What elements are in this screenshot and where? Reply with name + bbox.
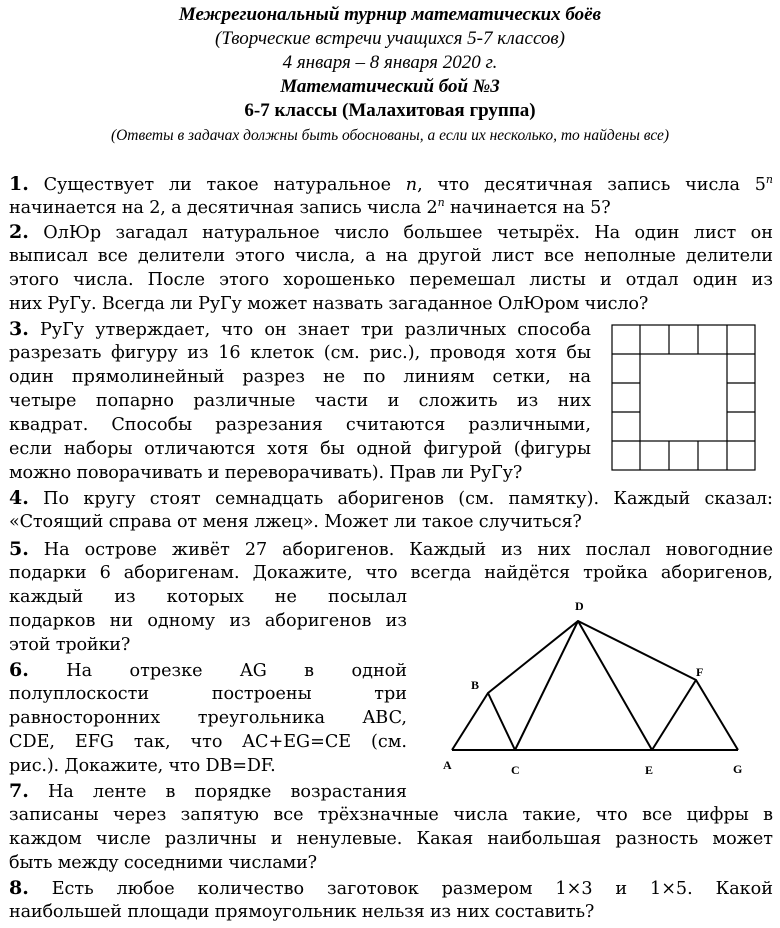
label-f: F bbox=[696, 665, 704, 679]
answers-note: (Ответы в задачах должны быть обоснованы, а если их несколько, то найдены все) bbox=[110, 127, 670, 144]
problem-5-line-2: подарки 6 аборигенам. Докажите, что всегда найдётся тройка аборигенов, bbox=[9, 563, 773, 583]
problem-1-line-2: начинается на 2, а десятичная запись числа 2$^n$ начинается на 5? bbox=[9, 196, 611, 218]
problem-5-line-1: 5. На острове живёт 27 аборигенов. Каждый из них послал новогодние bbox=[9, 538, 773, 560]
problem-5-line-5: этой тройки? bbox=[9, 635, 131, 655]
problem-1-line-1: 1. Существует ли такое натуральное n, что десятичная запись числа 5$^n$ bbox=[9, 173, 773, 195]
problem-7-line-4: быть между соседними числами? bbox=[9, 853, 317, 873]
problem-3-line-6: если наборы отличаются хотя бы одной фигурой (фигуры bbox=[9, 439, 591, 459]
tournament-dates: 4 января – 8 января 2020 г. bbox=[282, 52, 498, 73]
problem-5-number: 5. bbox=[9, 538, 29, 560]
problem-7-number: 7. bbox=[9, 780, 29, 802]
frame-figure bbox=[610, 323, 758, 473]
label-g: G bbox=[733, 762, 743, 776]
problem-2-line-1: 2. ОлЮр загадал натуральное число большее четырёх. На один лист он bbox=[9, 221, 773, 243]
problem-5-line-3: каждый из которых не посылал bbox=[9, 587, 407, 607]
triangles-figure bbox=[430, 592, 770, 782]
label-d: D bbox=[575, 599, 584, 613]
problem-8-number: 8. bbox=[9, 877, 29, 899]
label-c: C bbox=[511, 763, 520, 777]
problem-2-line-3: этого числа. После этого хорошенько перемешал листы и отдал один из bbox=[9, 270, 773, 290]
tournament-title: Межрегиональный турнир математических боёв bbox=[178, 4, 602, 25]
problem-6-line-4: CDE, EFG так, что AC+EG=CE (см. bbox=[9, 732, 407, 752]
triangle-abc bbox=[452, 693, 515, 750]
problem-1-number: 1. bbox=[9, 173, 29, 195]
problem-3-line-4: четыре попарно различные части и сложить из них bbox=[9, 391, 591, 411]
triangle-cde bbox=[515, 621, 652, 750]
triangle-efg bbox=[652, 680, 738, 750]
battle-title: Математический бой №3 bbox=[280, 76, 500, 97]
problem-6-line-3: равносторонних треугольника ABC, bbox=[9, 708, 407, 728]
problem-7-line-3: каждом числе различны и ненулевые. Какая наибольшая разность может bbox=[9, 829, 773, 849]
problem-7-line-1: 7. На ленте в порядке возрастания bbox=[9, 780, 407, 802]
problem-2-line-4: них РуГу. Всегда ли РуГу может назвать загаданное ОлЮром число? bbox=[9, 294, 649, 314]
problem-7-line-2: записаны через запятую все трёхзначные числа такие, что все цифры в bbox=[9, 805, 773, 825]
problem-4-number: 4. bbox=[9, 487, 29, 509]
label-e: E bbox=[645, 763, 654, 777]
problem-4-line-2: «Стоящий справа от меня лжец». Может ли такое случиться? bbox=[9, 512, 582, 532]
segment-db bbox=[488, 621, 578, 693]
label-a: A bbox=[443, 758, 452, 772]
problem-3-line-7: можно поворачивать и переворачивать). Прав ли РуГу? bbox=[9, 463, 523, 483]
problem-8-line-2: наибольшей площади прямоугольник нельзя из них составить? bbox=[9, 902, 595, 922]
group-title: 6-7 классы (Малахитовая группа) bbox=[244, 100, 536, 121]
problem-3-line-5: квадрат. Способы разрезания считаются различными, bbox=[9, 415, 591, 435]
problem-3-line-1: 3. РуГу утверждает, что он знает три различных способа bbox=[9, 318, 591, 340]
problem-4-line-1: 4. По кругу стоят семнадцать аборигенов (см. памятку). Каждый сказал: bbox=[9, 487, 773, 509]
problem-6-number: 6. bbox=[9, 659, 29, 681]
problem-6-line-2: полуплоскости построены три bbox=[9, 684, 407, 704]
problem-5-line-4: подарков ни одному из аборигенов из bbox=[9, 611, 407, 631]
problem-2-number: 2. bbox=[9, 221, 29, 243]
problem-2-line-2: выписал все делители этого числа, а на другой лист все неполные делители bbox=[9, 246, 773, 266]
problem-3-line-2: разрезать фигуру из 16 клеток (см. рис.), проводя хотя бы bbox=[9, 343, 591, 363]
problem-8-line-1: 8. Есть любое количество заготовок размером 1×3 и 1×5. Какой bbox=[9, 877, 773, 899]
problem-3-number: 3. bbox=[9, 318, 29, 340]
problem-6-line-1: 6. На отрезке AG в одной bbox=[9, 659, 407, 681]
label-b: B bbox=[471, 678, 480, 692]
tournament-subtitle: (Творческие встречи учащихся 5-7 классов) bbox=[215, 28, 565, 49]
problem-6-line-5: рис.). Докажите, что DB=DF. bbox=[9, 756, 276, 776]
problem-3-line-3: один прямолинейный разрез не по линиям сетки, на bbox=[9, 367, 591, 387]
